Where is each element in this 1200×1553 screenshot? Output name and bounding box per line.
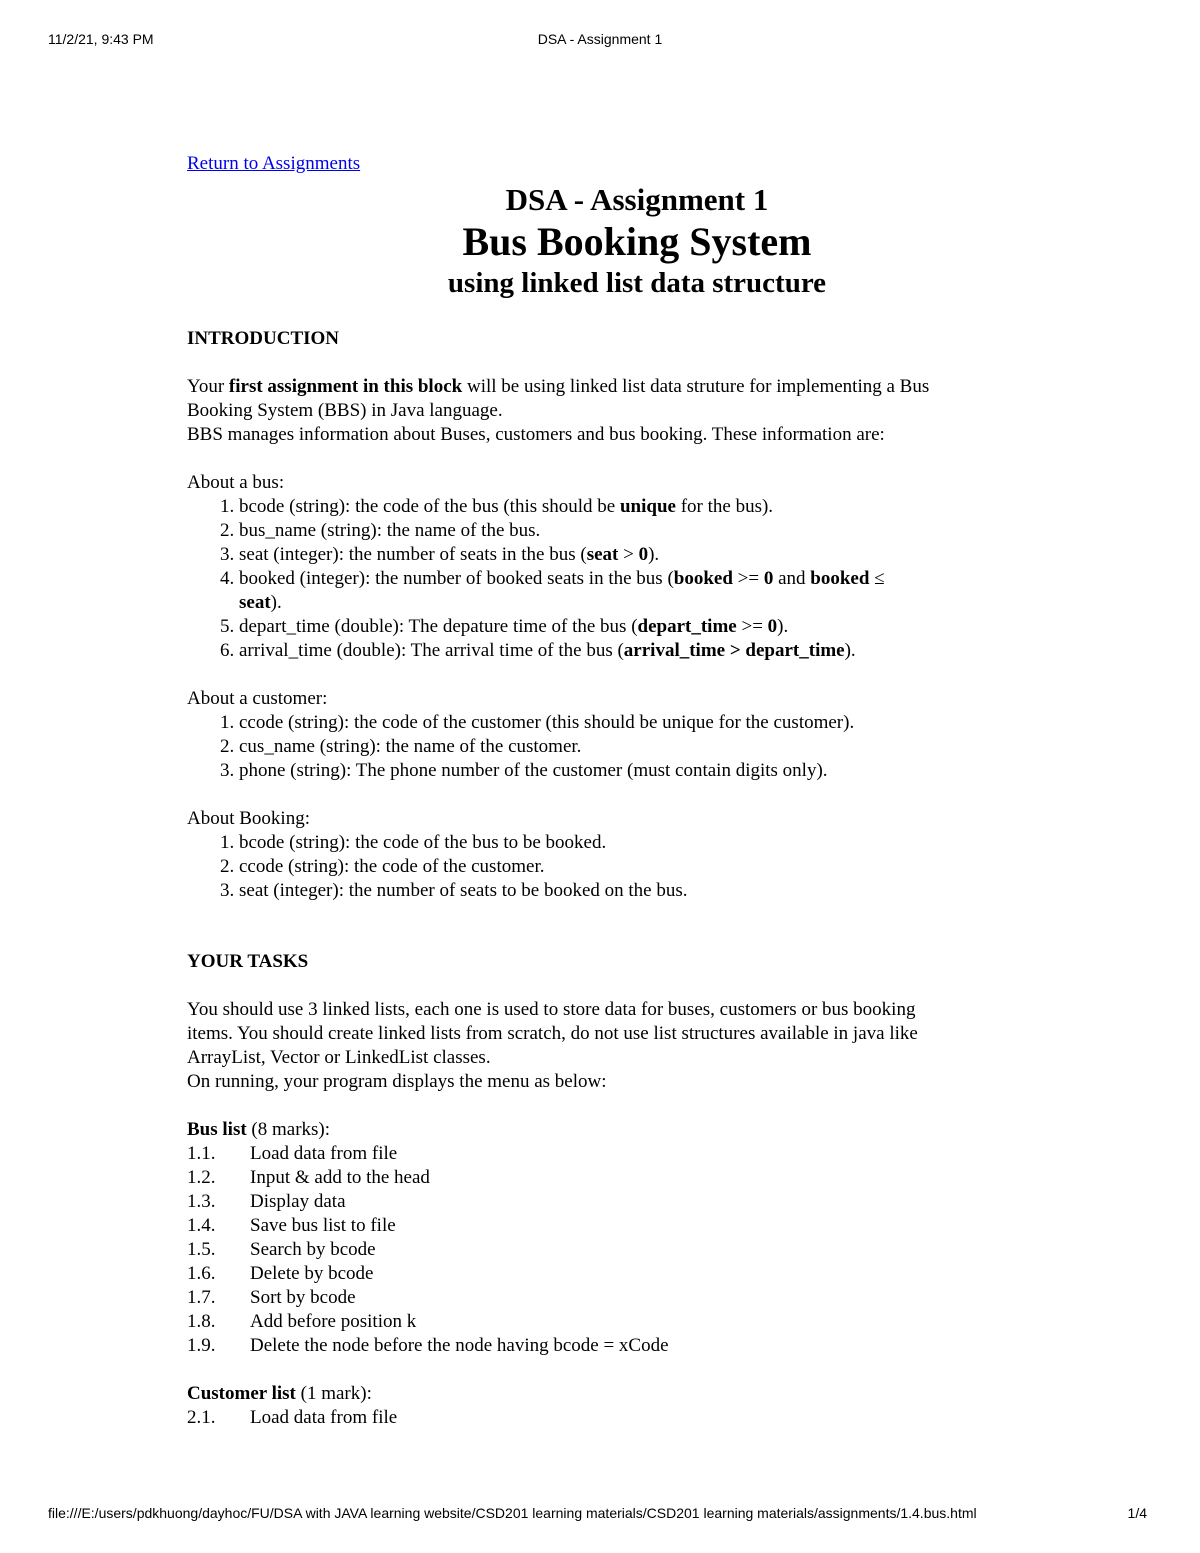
booking-fields-list xyxy=(187,831,1087,903)
tasks-paragraph: You should use 3 linked lists, each one is used to store data for buses, customers or bus booking items. You should create linked lists from scratch, do not use list structures available in java like ArrayList, Vector or LinkedList classes. On running, your program displays the menu as below: xyxy=(187,999,918,1092)
bus-list-menu: Bus list (8 marks): 1.1. Load data from file 1.2. Input & add to the head 1.3. Display data 1.4. Save bus list to file 1.5. Search by bcode 1.6. Delete by bcode 1.7. Sort by bcode 1.8. Add before position k 1.9. Delete the node before the node having bcode = xCode xyxy=(187,1118,1087,1358)
menu-item: 1.8. Add before position k xyxy=(187,1311,417,1332)
list-item: 4. booked (integer): the number of booked seats in the bus (booked >= 0 and booked ≤ seat). xyxy=(239,567,979,615)
introduction-heading: INTRODUCTION xyxy=(187,328,340,349)
print-footer xyxy=(0,1505,1200,1525)
menu-item: 1.4. Save bus list to file xyxy=(187,1215,396,1236)
list-item: 2. cus_name (string): the name of the customer. xyxy=(239,735,1087,759)
document-body xyxy=(187,152,1087,1430)
bus-fields-list xyxy=(187,495,1087,663)
menu-item: 1.1. Load data from file xyxy=(187,1143,398,1164)
menu-item: 1.2. Input & add to the head xyxy=(187,1167,430,1188)
subtitle: using linked list data structure xyxy=(447,267,827,299)
customer-list-menu: Customer list (1 mark): 2.1. Load data from file xyxy=(187,1382,1087,1430)
list-item: 2. ccode (string): the code of the customer. xyxy=(239,855,1087,879)
menu-item: 1.3. Display data xyxy=(187,1191,346,1212)
your-tasks-heading: YOUR TASKS xyxy=(187,951,309,972)
print-datetime: 11/2/21, 9:43 PM xyxy=(48,31,154,47)
menu-item: 1.7. Sort by bcode xyxy=(187,1287,356,1308)
about-customer xyxy=(187,687,1087,783)
about-booking-label: About Booking: xyxy=(187,808,310,829)
list-item: 2. bus_name (string): the name of the bus. xyxy=(239,519,1087,543)
about-bus xyxy=(187,471,1087,663)
about-booking xyxy=(187,807,1087,903)
print-title: DSA - Assignment 1 xyxy=(537,31,663,47)
print-url: file:///E:/users/pdkhuong/dayhoc/FU/DSA with JAVA learning website/CSD201 learning materials/CSD201 learning materials/assignments/1.4.bus.html xyxy=(48,1505,977,1521)
list-item: 3. seat (integer): the number of seats to be booked on the bus. xyxy=(239,879,1087,903)
customer-list-label: Customer list xyxy=(187,1383,296,1404)
bus-list-label: Bus list xyxy=(187,1119,247,1140)
return-to-assignments-link[interactable]: Return to Assignments xyxy=(187,153,361,174)
list-item: 1. bcode (string): the code of the bus (this should be unique for the bus). xyxy=(239,495,1087,519)
page-number: 1/4 xyxy=(1127,1505,1147,1521)
list-item: 5. depart_time (double): The depature time of the bus (depart_time >= 0). xyxy=(239,615,1087,639)
menu-item: 1.9. Delete the node before the node having bcode = xCode xyxy=(187,1335,669,1356)
print-header xyxy=(0,31,1200,51)
about-bus-label: About a bus: xyxy=(187,472,285,493)
menu-item: 2.1. Load data from file xyxy=(187,1407,398,1428)
about-customer-label: About a customer: xyxy=(187,688,328,709)
list-item: 1. ccode (string): the code of the customer (this should be unique for the customer). xyxy=(239,711,1087,735)
menu-item: 1.6. Delete by bcode xyxy=(187,1263,374,1284)
list-item: 6. arrival_time (double): The arrival time of the bus (arrival_time > depart_time). xyxy=(239,639,1087,663)
list-item: 1. bcode (string): the code of the bus to be booked. xyxy=(239,831,1087,855)
intro-paragraph: Your first assignment in this block will be using linked list data struture for implementing a Bus Booking System (BBS) in Java language. BBS manages information about Buses, customers and bus booking. These information are: xyxy=(187,376,930,445)
assignment-title: DSA - Assignment 1 xyxy=(505,182,769,217)
list-item: 3. seat (integer): the number of seats in the bus (seat > 0). xyxy=(239,543,1087,567)
menu-item: 1.5. Search by bcode xyxy=(187,1239,376,1260)
system-title: Bus Booking System xyxy=(462,219,812,264)
list-item: 3. phone (string): The phone number of the customer (must contain digits only). xyxy=(239,759,1087,783)
customer-fields-list xyxy=(187,711,1087,783)
